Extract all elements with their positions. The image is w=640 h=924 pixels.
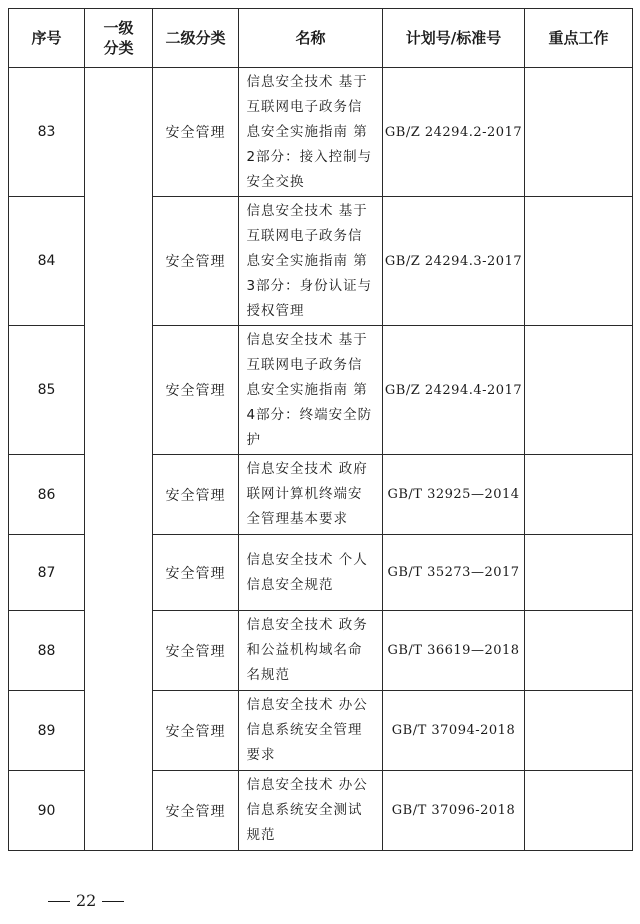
row-focus [525, 455, 633, 535]
row-focus [525, 68, 633, 197]
row-standard: GB/Z 24294.2-2017 [383, 68, 525, 197]
header-name: 名称 [239, 9, 383, 68]
row-focus [525, 535, 633, 611]
table-header-row [9, 9, 633, 68]
row-index: 90 [9, 771, 85, 851]
row-category-2: 安全管理 [153, 611, 239, 691]
row-index: 88 [9, 611, 85, 691]
row-name: 信息安全技术 个人信息安全规范 [246, 551, 368, 593]
row-index: 83 [9, 68, 85, 197]
row-index: 86 [9, 455, 85, 535]
row-focus [525, 326, 633, 455]
row-category-2: 安全管理 [153, 455, 239, 535]
row-standard: GB/T 35273—2017 [383, 535, 525, 611]
row-index: 85 [9, 326, 85, 455]
row-standard: GB/T 37096-2018 [383, 771, 525, 851]
page-number: 22 [76, 891, 97, 910]
row-standard: GB/T 36619—2018 [383, 611, 525, 691]
page-footer [42, 891, 130, 910]
row-focus [525, 611, 633, 691]
row-name-cell [239, 455, 383, 535]
table-row [9, 68, 633, 197]
row-category-2: 安全管理 [153, 535, 239, 611]
category-1-cell [85, 68, 153, 851]
row-index: 89 [9, 691, 85, 771]
row-name-cell [239, 68, 383, 197]
row-standard: GB/Z 24294.4-2017 [383, 326, 525, 455]
header-index: 序号 [9, 9, 85, 68]
row-name: 信息安全技术 基于互联网电子政务信息安全实施指南 第3部分：身份认证与授权管理 [246, 202, 373, 319]
row-category-2: 安全管理 [153, 197, 239, 326]
row-name: 信息安全技术 基于互联网电子政务信息安全实施指南 第4部分：终端安全防护 [246, 331, 373, 448]
row-name-cell [239, 771, 383, 851]
row-focus [525, 771, 633, 851]
row-name: 信息安全技术 办公信息系统安全管理要求 [246, 697, 368, 763]
row-name: 信息安全技术 政务和公益机构域名命名规范 [246, 617, 368, 683]
row-name: 信息安全技术 政府联网计算机终端安全管理基本要求 [246, 461, 368, 527]
row-standard: GB/T 37094-2018 [383, 691, 525, 771]
row-name: 信息安全技术 办公信息系统安全测试规范 [246, 777, 368, 843]
header-category-2: 二级分类 [153, 9, 239, 68]
row-index: 87 [9, 535, 85, 611]
row-index: 84 [9, 197, 85, 326]
row-category-2: 安全管理 [153, 68, 239, 197]
footer-dash-left [48, 901, 70, 902]
row-name-cell [239, 326, 383, 455]
row-name-cell [239, 611, 383, 691]
row-name-cell [239, 197, 383, 326]
row-name: 信息安全技术 基于互联网电子政务信息安全实施指南 第2部分：接入控制与安全交换 [246, 73, 373, 190]
row-focus [525, 691, 633, 771]
row-name-cell [239, 691, 383, 771]
header-focus: 重点工作 [525, 9, 633, 68]
row-standard: GB/Z 24294.3-2017 [383, 197, 525, 326]
row-category-2: 安全管理 [153, 691, 239, 771]
row-focus [525, 197, 633, 326]
header-standard: 计划号/标准号 [383, 9, 525, 68]
standards-table [8, 8, 633, 851]
footer-dash-right [102, 901, 124, 902]
row-name-cell [239, 535, 383, 611]
row-standard: GB/T 32925—2014 [383, 455, 525, 535]
row-category-2: 安全管理 [153, 326, 239, 455]
row-category-2: 安全管理 [153, 771, 239, 851]
header-category-1: 一级 分类 [85, 9, 153, 68]
